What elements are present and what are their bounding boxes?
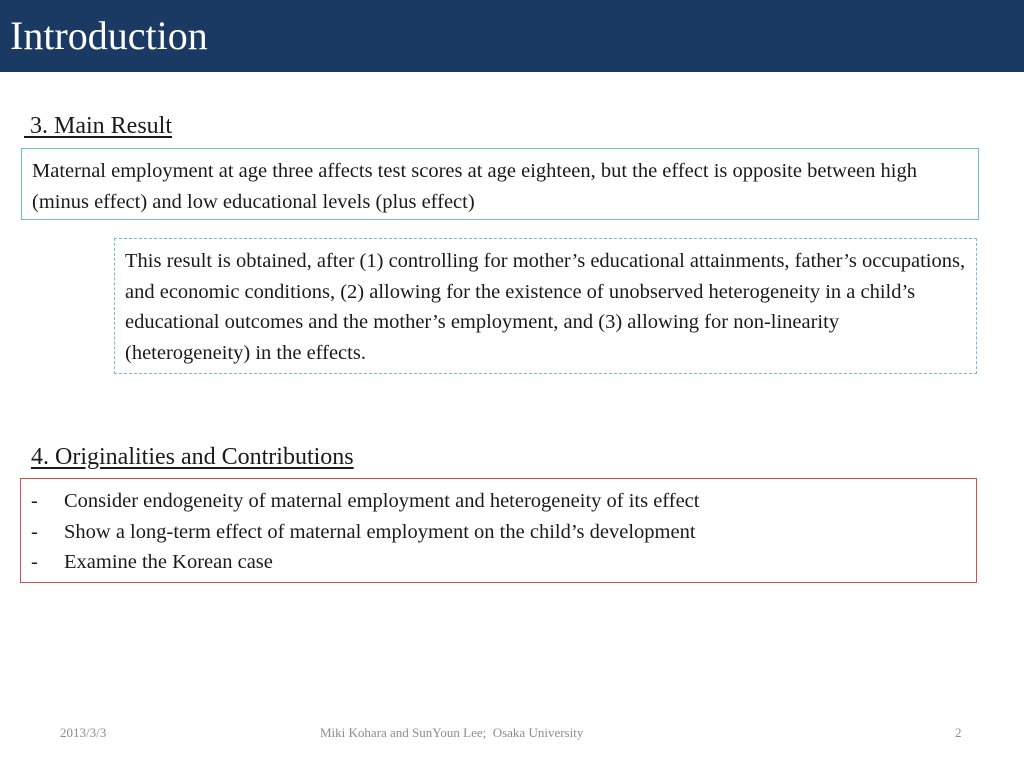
main-result-text: Maternal employment at age three affects test scores at age eighteen, but the effect is opposite between high (minus effect) and low educational levels (plus effect) <box>32 160 917 213</box>
bullet-dash: - <box>31 520 38 543</box>
contributions-list <box>31 486 966 578</box>
section-heading-originalities: 4. Originalities and Contributions <box>31 444 354 470</box>
footer-author: Miki Kohara and SunYoun Lee; Osaka University <box>320 725 584 740</box>
list-item-text: Consider endogeneity of maternal employment and heterogeneity of its effect <box>64 490 700 512</box>
result-detail-text: This result is obtained, after (1) controlling for mother’s educational attainments, father’s occupations, and economic conditions, (2) allowing for the existence of unobserved heterogeneity in a child’s educational outcomes and the mother’s employment, and (3) allowing for non-linearity (heterogeneity) in the effects. <box>125 250 966 364</box>
page-number: 2 <box>955 725 962 740</box>
bullet-dash: - <box>31 551 38 573</box>
result-detail-box <box>114 238 977 374</box>
list-item <box>31 486 966 517</box>
section-heading-main-result: 3. Main Result <box>24 113 172 139</box>
list-item <box>31 547 966 578</box>
main-result-box <box>21 148 979 220</box>
list-item-text: Show a long-term effect of maternal employment on the child’s development <box>64 520 696 543</box>
title-bar <box>0 0 1024 72</box>
contributions-box <box>20 478 977 583</box>
bullet-dash: - <box>31 490 38 512</box>
footer-date: 2013/3/3 <box>60 725 107 740</box>
list-item <box>31 517 966 548</box>
slide-title: Introduction <box>10 13 208 58</box>
list-item-text: Examine the Korean case <box>64 551 273 573</box>
